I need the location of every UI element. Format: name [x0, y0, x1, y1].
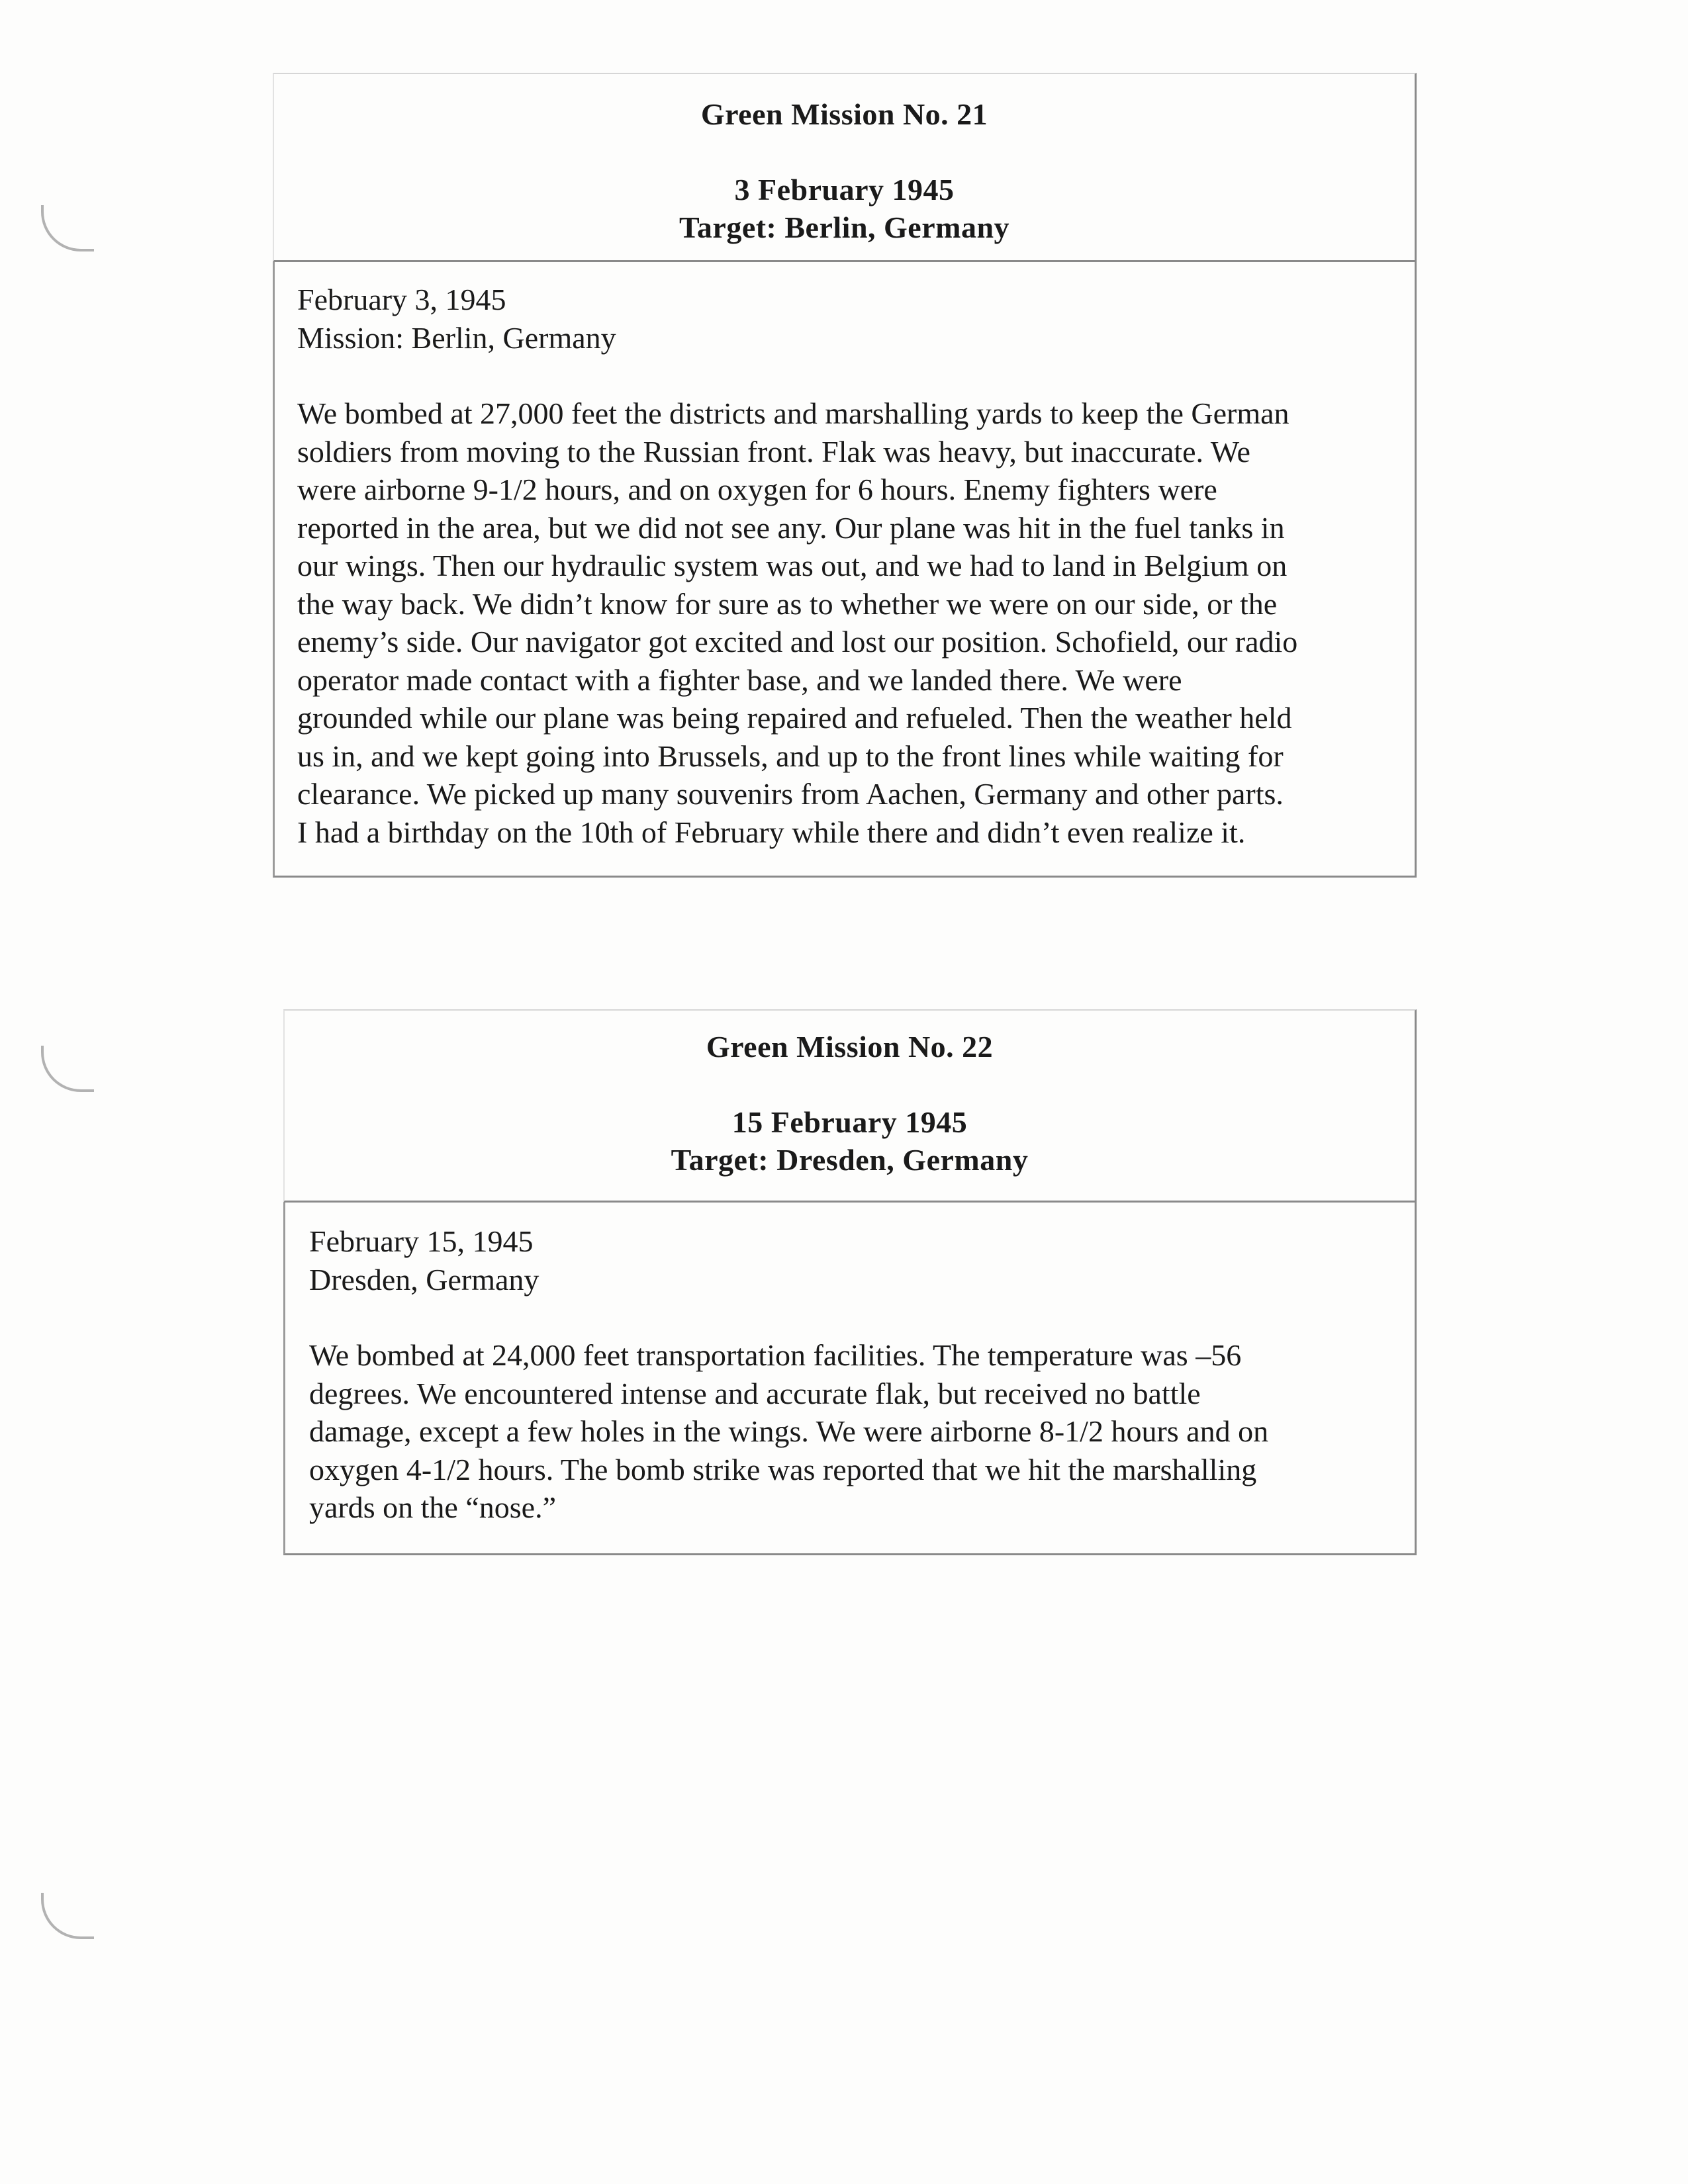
binder-hole-shadow — [41, 1893, 94, 1939]
entry-body — [297, 394, 1401, 851]
body-line: reported in the area, but we did not see any. Our plane was hit in the fuel tanks in — [297, 510, 1285, 545]
mission-entry — [283, 1203, 1417, 1555]
body-line: enemy’s side. Our navigator got excited and lost our position. Schofield, our radio — [297, 625, 1298, 659]
body-line: oxygen 4-1/2 hours. The bomb strike was reported that we hit the marshalling — [309, 1452, 1257, 1486]
body-line: operator made contact with a fighter base, and we landed there. We were — [297, 662, 1182, 697]
body-line: damage, except a few holes in the wings. We were airborne 8-1/2 hours and on — [309, 1414, 1269, 1448]
mission-title: Green Mission No. 22 — [706, 1030, 994, 1064]
mission-header — [283, 1009, 1417, 1203]
mission-title: Green Mission No. 21 — [700, 97, 988, 131]
body-line: grounded while our plane was being repaired and refueled. Then the weather held — [297, 701, 1292, 735]
body-line: yards on the “nose.” — [309, 1490, 556, 1524]
body-line: I had a birthday on the 10th of February while there and didn’t even realize it. — [297, 815, 1246, 849]
body-line: degrees. We encountered intense and accurate flak, but received no battle — [309, 1376, 1201, 1410]
body-line: We bombed at 24,000 feet transportation facilities. The temperature was –56 — [309, 1338, 1242, 1372]
mission-target: Target: Berlin, Germany — [679, 210, 1010, 244]
binder-hole-shadow — [41, 1046, 94, 1092]
body-line: soldiers from moving to the Russian front. Flak was heavy, but inaccurate. We — [297, 434, 1250, 469]
entry-date: February 15, 1945 — [309, 1224, 534, 1258]
mission-card-22 — [283, 1009, 1417, 1555]
mission-date: 3 February 1945 — [734, 173, 955, 206]
mission-date: 15 February 1945 — [731, 1105, 968, 1139]
entry-place: Mission: Berlin, Germany — [297, 320, 616, 355]
mission-entry — [273, 262, 1417, 878]
entry-place: Dresden, Germany — [309, 1262, 539, 1297]
body-line: were airborne 9-1/2 hours, and on oxygen for 6 hours. Enemy fighters were — [297, 473, 1217, 506]
mission-card-21 — [273, 73, 1417, 878]
binder-hole-shadow — [41, 205, 94, 251]
body-line: us in, and we kept going into Brussels, and up to the front lines while waiting for — [297, 739, 1284, 773]
mission-header — [273, 73, 1417, 262]
entry-body — [309, 1336, 1401, 1527]
body-line: our wings. Then our hydraulic system was out, and we had to land in Belgium on — [297, 549, 1288, 582]
entry-date: February 3, 1945 — [297, 283, 506, 316]
body-line: the way back. We didn’t know for sure as to whether we were on our side, or the — [297, 586, 1278, 621]
mission-target: Target: Dresden, Germany — [671, 1143, 1029, 1177]
body-line: clearance. We picked up many souvenirs from Aachen, Germany and other parts. — [297, 777, 1284, 811]
body-line: We bombed at 27,000 feet the districts and marshalling yards to keep the German — [297, 396, 1289, 430]
